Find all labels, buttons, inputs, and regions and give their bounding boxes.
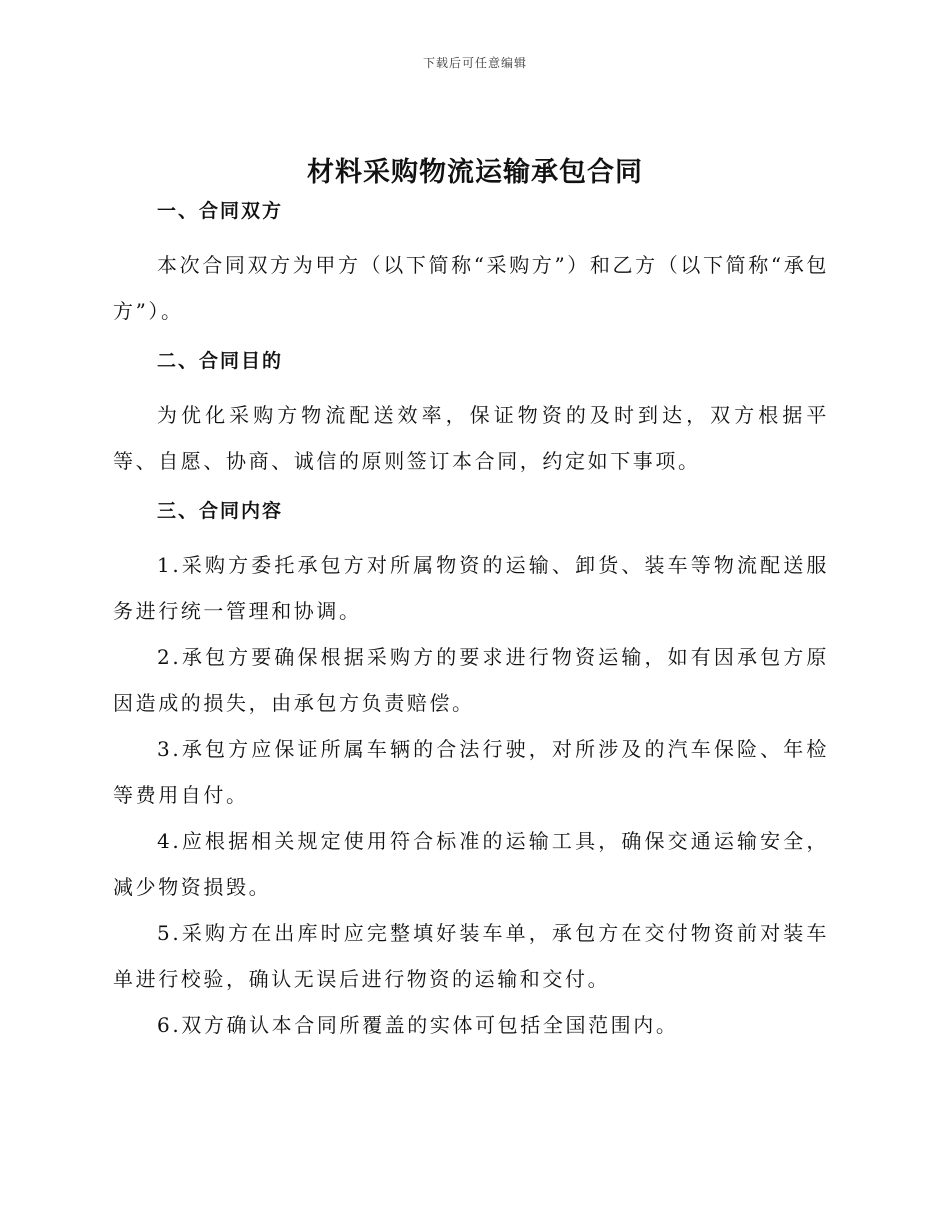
clause-2: 2.承包方要确保根据采购方的要求进行物资运输，如有因承包方原因造成的损失，由承包方负责赔偿。 [113,645,829,715]
section-heading-content: 三、合同内容 [157,500,284,522]
clause-4: 4.应根据相关规定使用符合标准的运输工具，确保交通运输安全，减少物资损毁。 [113,829,829,899]
document-body [113,196,829,1048]
paragraph-purpose: 为优化采购方物流配送效率，保证物资的及时到达，双方根据平等、自愿、协商、诚信的原则签订本合同，约定如下事项。 [113,403,829,473]
clause-1: 1.采购方委托承包方对所属物资的运输、卸货、装车等物流配送服务进行统一管理和协调。 [113,553,829,623]
clause-3: 3.承包方应保证所属车辆的合法行驶，对所涉及的汽车保险、年检等费用自付。 [113,737,829,807]
clause-5: 5.采购方在出库时应完整填好装车单，承包方在交付物资前对装车单进行校验，确认无误后进行物资的运输和交付。 [113,921,829,991]
paragraph-parties: 本次合同双方为甲方（以下简称“采购方”）和乙方（以下简称“承包方”）。 [113,253,829,323]
document-title: 材料采购物流运输承包合同 [307,157,643,188]
section-heading-parties: 一、合同双方 [157,200,284,222]
section-heading-purpose: 二、合同目的 [157,350,284,372]
header-note: 下载后可任意编辑 [422,56,527,70]
clause-6: 6.双方确认本合同所覆盖的实体可包括全国范围内。 [157,1013,679,1037]
